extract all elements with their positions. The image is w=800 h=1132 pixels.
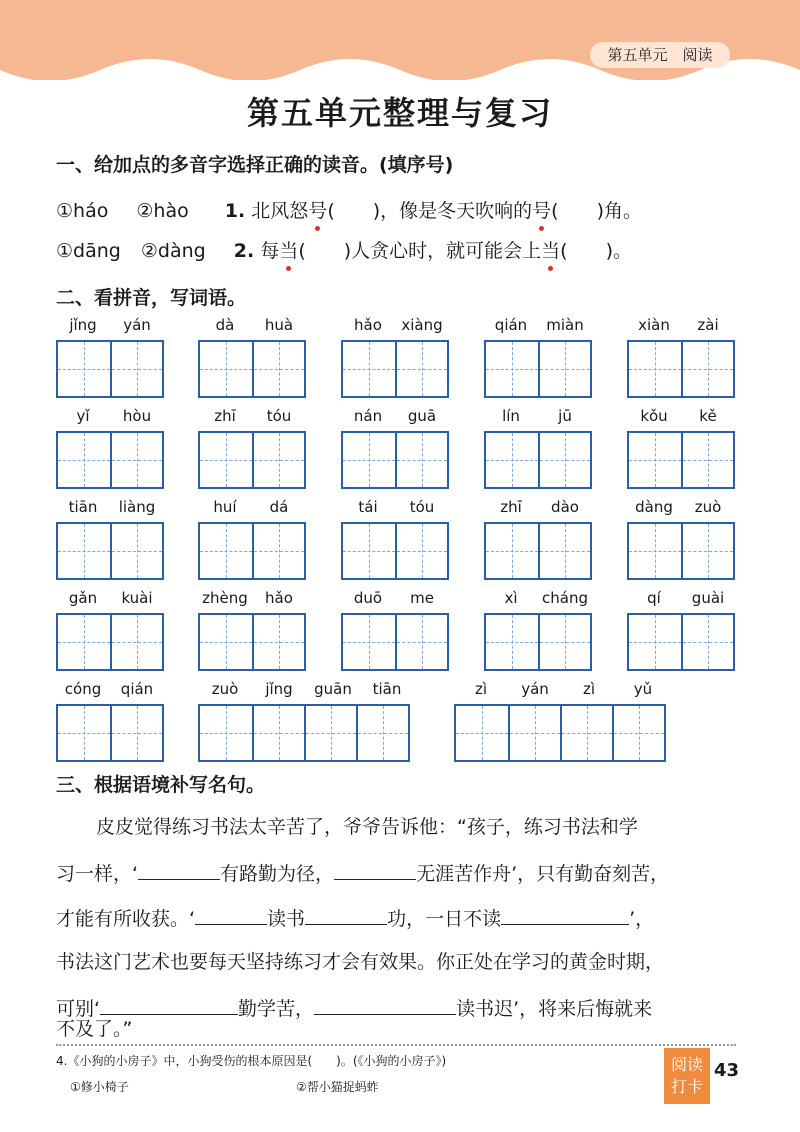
tianzige-cell[interactable] xyxy=(356,706,408,760)
tianzige-cell[interactable] xyxy=(681,524,733,578)
q1-text-3[interactable]: ( )角。 xyxy=(551,200,642,222)
pinyin-label: zuò xyxy=(211,680,239,698)
pinyin-label: xiàng xyxy=(401,316,443,334)
pinyin-label: cóng xyxy=(64,680,102,698)
writing-boxes xyxy=(198,613,306,671)
pinyin-label: hòu xyxy=(122,407,152,425)
tianzige-cell[interactable] xyxy=(252,706,304,760)
question-2 xyxy=(56,236,632,263)
tianzige-cell[interactable] xyxy=(508,706,560,760)
tianzige-cell[interactable] xyxy=(343,615,395,669)
footer-divider xyxy=(56,1044,736,1046)
section-2-heading: 二、看拼音，写词语。 xyxy=(56,287,247,309)
tianzige-cell[interactable] xyxy=(58,342,110,396)
writing-boxes xyxy=(341,613,449,671)
tianzige-cell[interactable] xyxy=(252,524,304,578)
pinyin-label: zhī xyxy=(500,498,522,516)
tianzige-cell[interactable] xyxy=(110,706,162,760)
tianzige-cell[interactable] xyxy=(629,433,681,487)
pinyin-label: guài xyxy=(691,589,725,607)
passage-text: 无涯苦作舟’，只有勤奋刻苦， xyxy=(416,863,670,885)
pinyin-label: yán xyxy=(123,316,151,334)
passage-text: 读书迟’，将来后悔就来 xyxy=(456,998,653,1020)
tianzige-cell[interactable] xyxy=(58,706,110,760)
tianzige-cell[interactable] xyxy=(486,615,538,669)
pinyin-label: qián xyxy=(494,316,528,334)
passage-text: 习一样，‘ xyxy=(56,863,139,885)
q2-option-1: ①dāng xyxy=(56,240,121,262)
pinyin-label: qí xyxy=(647,589,661,607)
tianzige-cell[interactable] xyxy=(58,524,110,578)
pinyin-label: tái xyxy=(358,498,378,516)
q2-text-3[interactable]: ( )。 xyxy=(560,240,632,262)
tianzige-cell[interactable] xyxy=(110,524,162,578)
tianzige-cell[interactable] xyxy=(304,706,356,760)
tianzige-cell[interactable] xyxy=(681,615,733,669)
tianzige-cell[interactable] xyxy=(200,615,252,669)
question-1 xyxy=(56,196,642,223)
footer-question: 4.《小狗的小房子》中，小狗受伤的根本原因是( )。(《小狗的小房子》) xyxy=(56,1054,447,1068)
tianzige-cell[interactable] xyxy=(252,433,304,487)
tianzige-cell[interactable] xyxy=(681,342,733,396)
pinyin-label: guā xyxy=(407,407,437,425)
pinyin-label: kuài xyxy=(121,589,153,607)
answer-blank[interactable] xyxy=(138,857,220,880)
tianzige-cell[interactable] xyxy=(486,433,538,487)
answer-blank[interactable] xyxy=(314,992,456,1015)
pinyin-label: tóu xyxy=(409,498,435,516)
tianzige-cell[interactable] xyxy=(486,342,538,396)
q2-number: 2. xyxy=(233,240,255,262)
pinyin-label: dào xyxy=(551,498,579,516)
writing-boxes xyxy=(627,340,735,398)
pinyin-label: yán xyxy=(521,680,549,698)
passage-text: 可别‘ xyxy=(56,998,101,1020)
pinyin-label: me xyxy=(410,589,434,607)
writing-boxes xyxy=(198,522,306,580)
tianzige-cell[interactable] xyxy=(200,433,252,487)
tianzige-cell[interactable] xyxy=(629,524,681,578)
pinyin-label: nán xyxy=(353,407,383,425)
writing-boxes xyxy=(56,613,164,671)
passage-line-3 xyxy=(56,902,654,931)
footer-option-2: ②帮小猫捉蚂蚱 xyxy=(296,1080,379,1094)
pinyin-label: zài xyxy=(697,316,719,334)
pinyin-label: tóu xyxy=(266,407,292,425)
q1-text-1: 北风怒 xyxy=(251,200,309,222)
writing-boxes xyxy=(56,704,164,762)
pinyin-label: dà xyxy=(215,316,235,334)
section-3-heading: 三、根据语境补写名句。 xyxy=(56,774,266,796)
passage-line-6: 不及了。” xyxy=(56,1018,133,1040)
answer-blank[interactable] xyxy=(501,902,629,925)
pinyin-label: liàng xyxy=(118,498,156,516)
writing-boxes xyxy=(56,340,164,398)
pinyin-label: duō xyxy=(353,589,383,607)
pinyin-label: jū xyxy=(558,407,572,425)
q2-dotted-char-1: 当 xyxy=(279,236,298,263)
answer-blank[interactable] xyxy=(100,992,238,1015)
tianzige-cell[interactable] xyxy=(252,615,304,669)
writing-boxes xyxy=(484,340,592,398)
writing-boxes xyxy=(484,613,592,671)
writing-boxes xyxy=(56,522,164,580)
passage-text: 勤学苦， xyxy=(238,998,315,1020)
answer-blank[interactable] xyxy=(195,902,267,925)
passage-line-5 xyxy=(56,992,652,1021)
answer-blank[interactable] xyxy=(305,902,387,925)
tianzige-cell[interactable] xyxy=(560,706,612,760)
writing-boxes xyxy=(198,340,306,398)
tianzige-cell[interactable] xyxy=(395,615,447,669)
pinyin-label: lín xyxy=(502,407,520,425)
page-number: 43 xyxy=(714,1060,740,1081)
badge-line-2: 打卡 xyxy=(670,1077,703,1096)
passage-text: ’， xyxy=(629,908,655,930)
writing-boxes xyxy=(454,704,666,762)
tianzige-cell[interactable] xyxy=(200,342,252,396)
tianzige-cell[interactable] xyxy=(110,342,162,396)
pinyin-label: kě xyxy=(699,407,717,425)
passage-line-4: 书法这门艺术也要每天坚持练习才会有效果。你正处在学习的黄金时期， xyxy=(56,951,665,973)
section-1-heading: 一、给加点的多音字选择正确的读音。(填序号) xyxy=(56,154,454,176)
q1-option-2: ②hào xyxy=(136,200,189,222)
tianzige-cell[interactable] xyxy=(58,433,110,487)
passage-text: 有路勤为径， xyxy=(220,863,335,885)
passage-text: 读书 xyxy=(267,908,306,930)
tianzige-cell[interactable] xyxy=(110,433,162,487)
q2-dotted-char-2: 当 xyxy=(541,236,560,263)
pinyin-label: guān xyxy=(314,680,352,698)
q1-dotted-char-2: 号 xyxy=(532,196,551,223)
writing-boxes xyxy=(484,431,592,489)
tianzige-cell[interactable] xyxy=(395,433,447,487)
passage-line-2 xyxy=(56,857,669,886)
tianzige-cell[interactable] xyxy=(538,615,590,669)
tianzige-cell[interactable] xyxy=(612,706,664,760)
writing-boxes xyxy=(341,340,449,398)
tianzige-cell[interactable] xyxy=(343,433,395,487)
pinyin-label: tiān xyxy=(372,680,402,698)
tianzige-cell[interactable] xyxy=(58,615,110,669)
pinyin-label: qián xyxy=(120,680,154,698)
tianzige-cell[interactable] xyxy=(629,342,681,396)
writing-boxes xyxy=(198,704,410,762)
tianzige-cell[interactable] xyxy=(343,342,395,396)
tianzige-cell[interactable] xyxy=(200,524,252,578)
pinyin-label: dá xyxy=(269,498,289,516)
writing-boxes xyxy=(198,431,306,489)
q2-text-1: 每 xyxy=(260,240,280,262)
pinyin-label: dàng xyxy=(635,498,673,516)
tianzige-cell[interactable] xyxy=(538,524,590,578)
pinyin-label: xiàn xyxy=(638,316,670,334)
writing-boxes xyxy=(56,431,164,489)
tianzige-cell[interactable] xyxy=(538,433,590,487)
answer-blank[interactable] xyxy=(334,857,416,880)
pinyin-label: zì xyxy=(474,680,488,698)
writing-boxes xyxy=(627,522,735,580)
pinyin-label: hǎo xyxy=(354,316,382,334)
pinyin-label: cháng xyxy=(542,589,588,607)
page-title: 第五单元整理与复习 xyxy=(246,94,553,132)
footer-option-1: ①修小椅子 xyxy=(70,1080,129,1094)
pinyin-label: zhèng xyxy=(202,589,248,607)
tianzige-cell[interactable] xyxy=(681,433,733,487)
pinyin-label: gǎn xyxy=(68,589,98,607)
tianzige-cell[interactable] xyxy=(200,706,252,760)
pinyin-label: zhī xyxy=(214,407,236,425)
writing-boxes xyxy=(627,431,735,489)
writing-boxes xyxy=(627,613,735,671)
q2-text-2[interactable]: ( )人贪心时，就可能会上 xyxy=(298,240,542,262)
pinyin-label: hǎo xyxy=(265,589,293,607)
writing-boxes xyxy=(484,522,592,580)
passage-line-1: 皮皮觉得练习书法太辛苦了，爷爷告诉他：“孩子，练习书法和学 xyxy=(96,816,638,838)
pinyin-label: jǐng xyxy=(265,680,293,698)
pinyin-label: huà xyxy=(264,316,294,334)
reading-checkin-badge[interactable] xyxy=(664,1048,710,1104)
passage-text: 才能有所收获。‘ xyxy=(56,908,196,930)
pinyin-label: zì xyxy=(582,680,596,698)
q1-text-2[interactable]: ( )，像是冬天吹响的 xyxy=(327,200,533,222)
tianzige-cell[interactable] xyxy=(110,615,162,669)
tianzige-cell[interactable] xyxy=(395,524,447,578)
pinyin-label: yǔ xyxy=(633,680,653,698)
pinyin-label: jǐng xyxy=(69,316,97,334)
pinyin-label: zuò xyxy=(694,498,722,516)
tianzige-cell[interactable] xyxy=(538,342,590,396)
tianzige-cell[interactable] xyxy=(629,615,681,669)
pinyin-label: yǐ xyxy=(76,407,90,425)
q2-option-2: ②dàng xyxy=(140,240,206,262)
badge-line-1: 阅读 xyxy=(670,1055,703,1074)
q1-dotted-char-1: 号 xyxy=(308,196,327,223)
q1-number: 1. xyxy=(224,200,246,222)
tianzige-cell[interactable] xyxy=(486,524,538,578)
pinyin-label: kǒu xyxy=(640,407,668,425)
writing-boxes xyxy=(341,431,449,489)
pinyin-label: tiān xyxy=(68,498,98,516)
tianzige-cell[interactable] xyxy=(343,524,395,578)
pinyin-label: huí xyxy=(213,498,237,516)
unit-tag: 第五单元 阅读 xyxy=(590,42,730,68)
writing-boxes xyxy=(341,522,449,580)
pinyin-label: xì xyxy=(504,589,518,607)
pinyin-label: miàn xyxy=(546,316,584,334)
tianzige-cell[interactable] xyxy=(252,342,304,396)
q1-option-1: ①háo xyxy=(56,200,109,222)
tianzige-cell[interactable] xyxy=(456,706,508,760)
tianzige-cell[interactable] xyxy=(395,342,447,396)
passage-text: 功，一日不读 xyxy=(387,908,502,930)
